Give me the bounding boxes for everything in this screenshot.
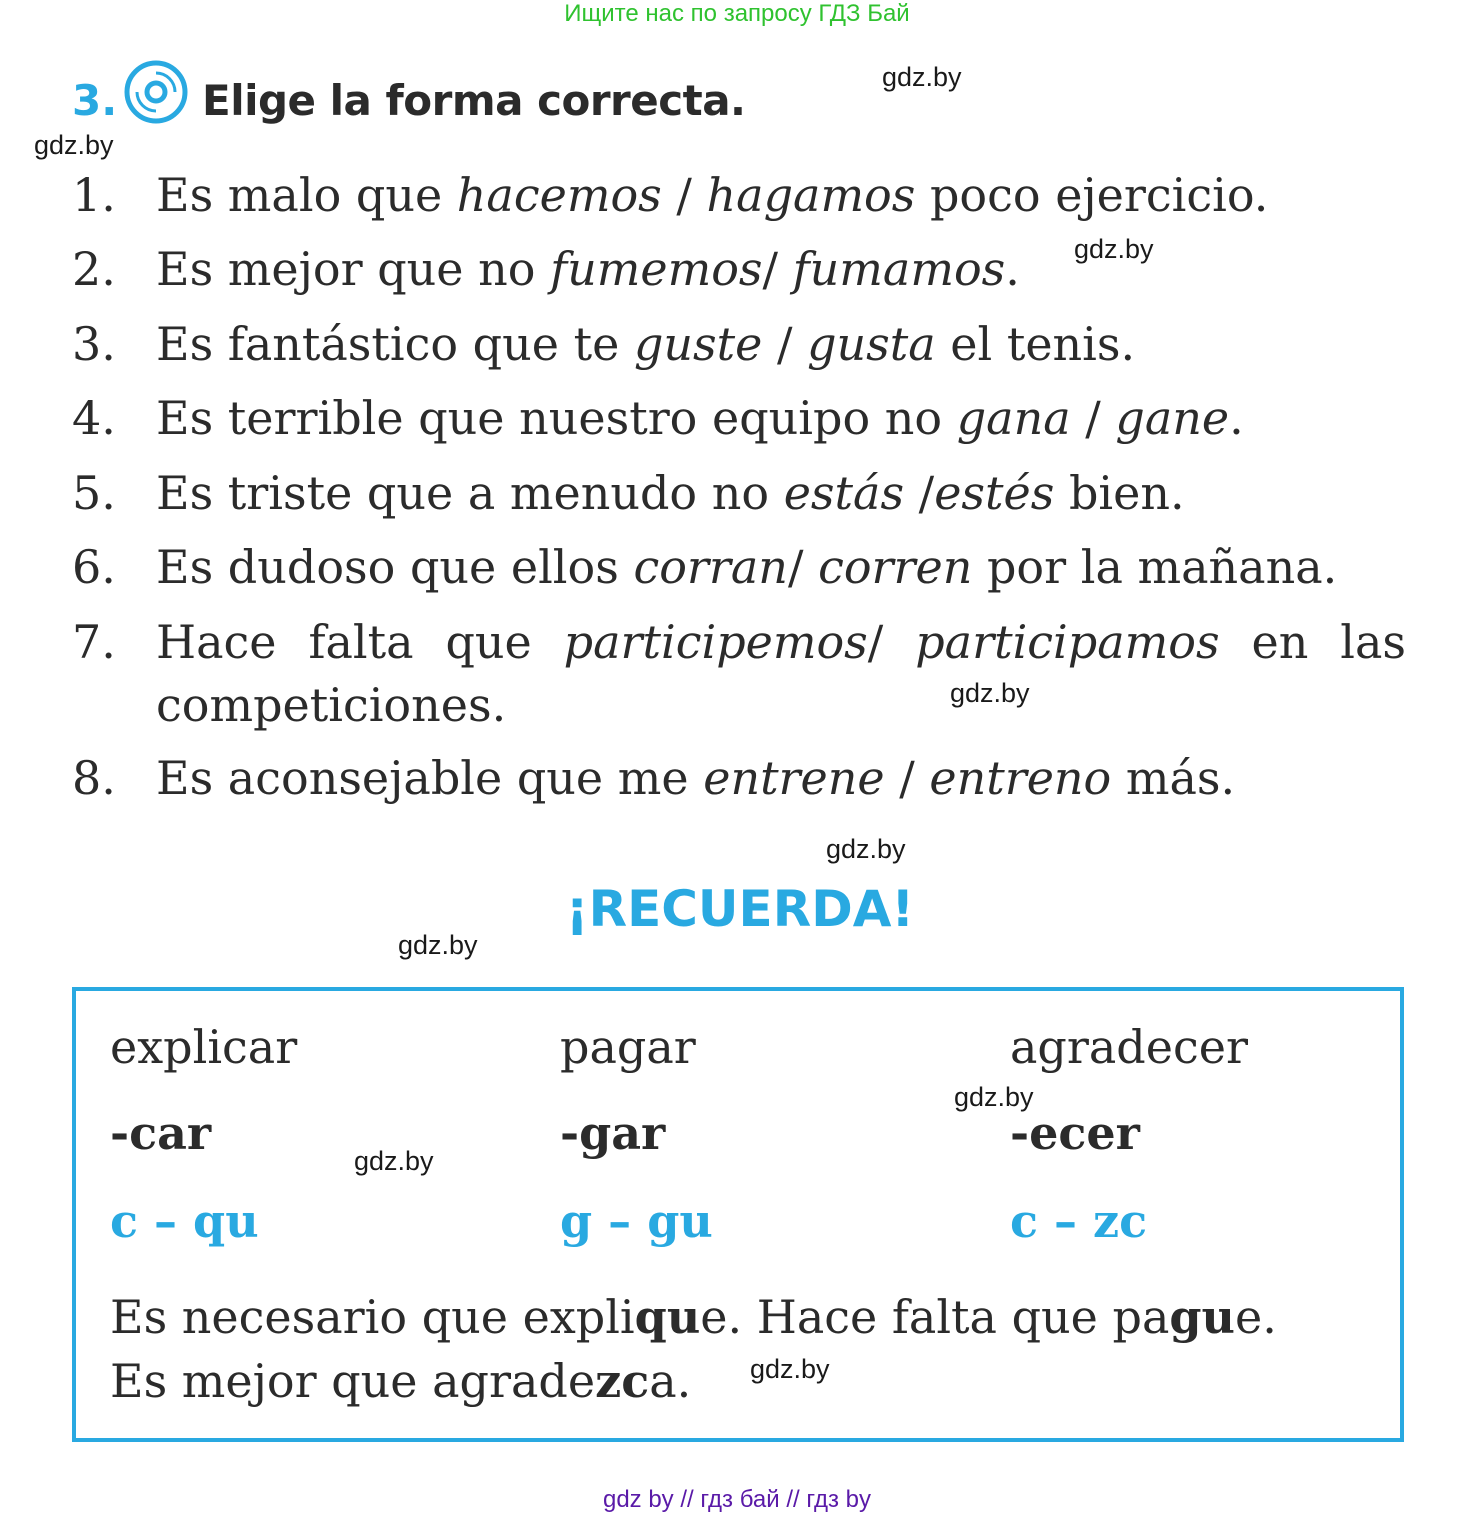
spelling-change: c – qu bbox=[110, 1194, 259, 1248]
verb-ending: -ecer bbox=[1010, 1106, 1140, 1160]
spelling-change: c – zc bbox=[1010, 1194, 1148, 1248]
watermark: gdz.by bbox=[954, 1082, 1034, 1112]
cd-audio-icon bbox=[124, 60, 188, 124]
watermark: gdz.by bbox=[34, 130, 114, 160]
footer-links: gdz by // гдз бай // гдз by bbox=[602, 1486, 872, 1513]
recuerda-heading: ¡RECUERDA! bbox=[565, 880, 915, 938]
watermark: gdz.by bbox=[826, 834, 906, 864]
list-item: Es dudoso que ellos corran/ corren por la mañana. bbox=[156, 540, 1338, 594]
list-item: Es terrible que nuestro equipo no gana / gane. bbox=[156, 391, 1244, 445]
verb-ending: -gar bbox=[560, 1106, 666, 1160]
top-banner: Ищите нас по запросу ГДЗ Бай bbox=[564, 0, 910, 27]
list-item: Es mejor que no fumemos/ fumamos. bbox=[156, 242, 1020, 296]
exercise-number: 3. bbox=[72, 76, 118, 125]
item-number: 3. bbox=[72, 317, 116, 371]
item-number: 1. bbox=[72, 168, 116, 222]
watermark: gdz.by bbox=[354, 1146, 434, 1176]
list-item: Es aconsejable que me entrene / entreno más. bbox=[156, 751, 1236, 805]
verb-ending: -car bbox=[110, 1106, 212, 1160]
verb-label: pagar bbox=[560, 1020, 696, 1074]
list-item: Es malo que hacemos / hagamos poco ejercicio. bbox=[156, 168, 1269, 222]
exercise-title: Elige la forma correcta. bbox=[202, 76, 746, 125]
watermark: gdz.by bbox=[750, 1354, 830, 1384]
list-item: Es fantástico que te guste / gusta el tenis. bbox=[156, 317, 1136, 371]
watermark: gdz.by bbox=[950, 678, 1030, 708]
list-item: Hace falta que participemos/ participamos en las bbox=[156, 615, 1407, 669]
example-sentence: Es necesario que explique. Hace falta que pague. bbox=[110, 1290, 1277, 1344]
example-sentence: Es mejor que agradezca. bbox=[110, 1354, 692, 1408]
item-number: 5. bbox=[72, 466, 116, 520]
item-number: 8. bbox=[72, 751, 116, 805]
verb-label: explicar bbox=[110, 1020, 298, 1074]
item-number: 7. bbox=[72, 615, 116, 669]
spelling-change: g – gu bbox=[560, 1194, 713, 1248]
list-item: Es triste que a menudo no estás /estés bien. bbox=[156, 466, 1185, 520]
watermark: gdz.by bbox=[882, 62, 962, 92]
list-item-continuation: competiciones. bbox=[156, 678, 507, 732]
item-number: 2. bbox=[72, 242, 116, 296]
watermark: gdz.by bbox=[1074, 234, 1154, 264]
verb-label: agradecer bbox=[1010, 1020, 1248, 1074]
item-number: 4. bbox=[72, 391, 116, 445]
item-number: 6. bbox=[72, 540, 116, 594]
watermark: gdz.by bbox=[398, 930, 478, 960]
